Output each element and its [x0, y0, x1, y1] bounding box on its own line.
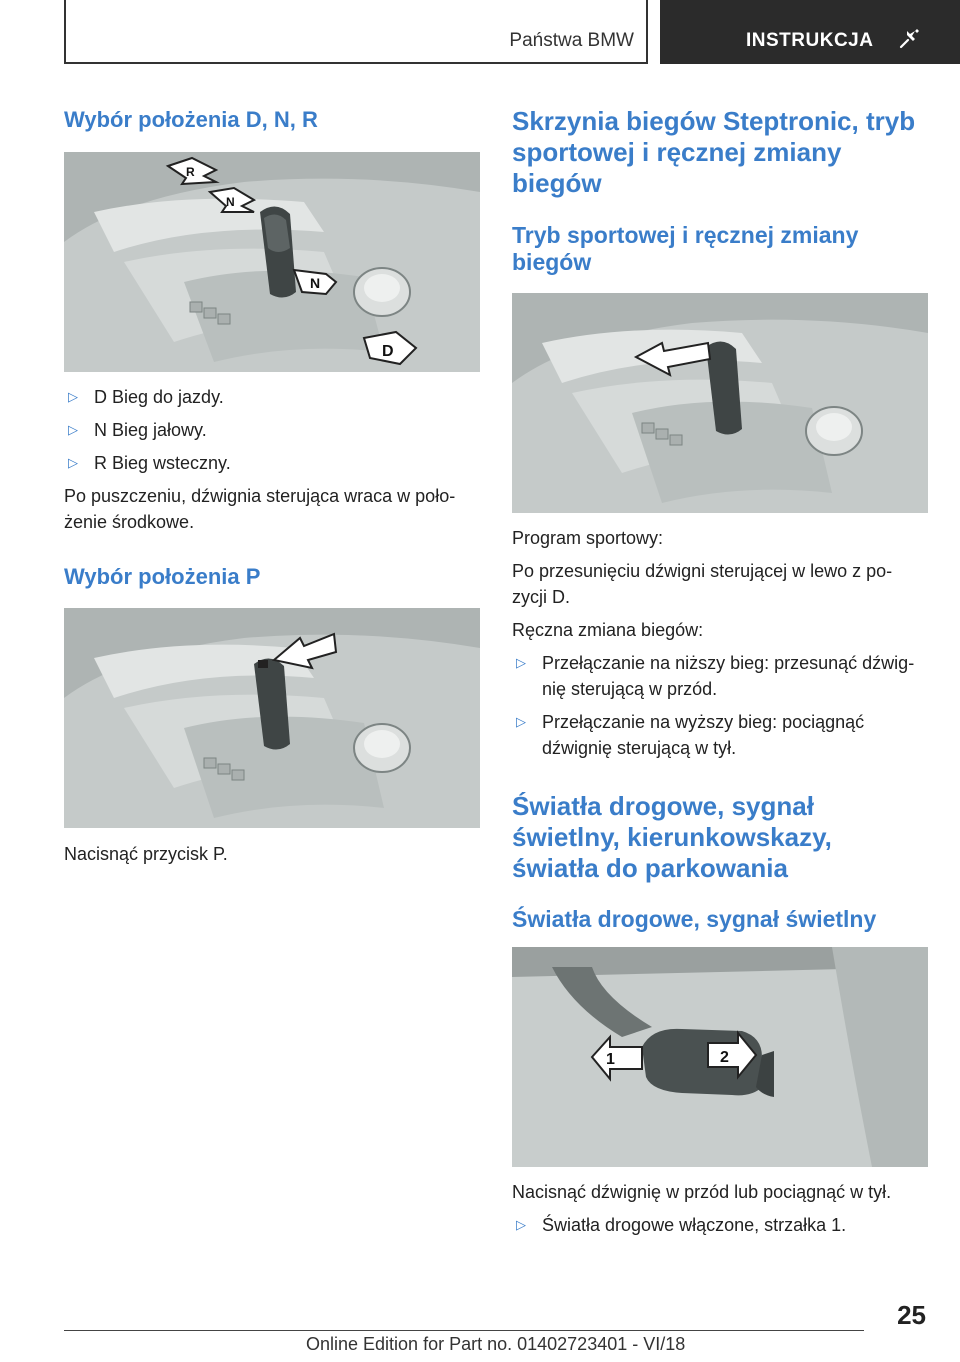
manual-shift-label: Ręczna zmiana biegów:: [512, 619, 704, 640]
sport-manual-subtitle: Tryb sportowej i ręcznej zmiany biegów: [512, 221, 859, 276]
triangle-bullet-icon: ▷: [68, 421, 78, 437]
fig1-label-d: D: [382, 342, 394, 360]
header-section-label: INSTRUKCJA: [746, 30, 874, 51]
header-section-tab[interactable]: [660, 0, 960, 64]
figure-light-lever: [512, 947, 928, 1167]
header-owner-label: Państwa BMW: [509, 30, 634, 51]
triangle-bullet-icon: ▷: [68, 454, 78, 470]
triangle-bullet-icon: ▷: [516, 713, 526, 729]
release-note: Po puszczeniu, dźwignia sterująca wraca w poło‐ żenie środkowe.: [64, 485, 456, 532]
lever-instruction: Nacisnąć dźwignię w przód lub pociągnąć w tył.: [512, 1182, 892, 1203]
section-title-dnr: Wybór położenia D, N, R: [64, 107, 318, 132]
gear-position-list: [64, 384, 480, 476]
list-item: ▷ Przełączanie na wyższy bieg: pociągnąć dźwignię sterującą w tył.: [512, 709, 928, 761]
figure-gear-selector-dnr: [64, 152, 480, 372]
header-box: [64, 0, 648, 64]
sport-program-text: Po przesunięciu dźwigni sterującej w lewo z po‐ zycji D.: [512, 560, 893, 607]
lever-label-1: 1: [606, 1051, 615, 1069]
list-item: ▷ Przełączanie na niższy bieg: przesunąć dźwig‐ nię sterującą w przód.: [512, 650, 928, 702]
triangle-bullet-icon: ▷: [516, 1217, 526, 1233]
sport-program-label: Program sportowy:: [512, 527, 664, 548]
list-item: ▷ D Bieg do jazdy.: [64, 384, 480, 410]
list-item: ▷ Światła drogowe włączone, strzałka 1.: [512, 1212, 928, 1238]
press-p-instruction: Nacisnąć przycisk P.: [64, 844, 228, 865]
high-beam-list: [512, 1212, 928, 1238]
page-number: 25: [897, 1300, 926, 1330]
fig1-label-r: R: [186, 164, 195, 179]
section-title-p: Wybór położenia P: [64, 563, 261, 589]
figure-gear-selector-p: [64, 608, 480, 828]
steptronic-title: Skrzynia biegów Steptronic, tryb sportowej i ręcznej zmiany biegów: [512, 106, 916, 199]
list-item: ▷ R Bieg wsteczny.: [64, 450, 480, 476]
edition-footer: Online Edition for Part no. 01402723401 - VI/18: [306, 1334, 686, 1354]
figure-sport-mode: [512, 293, 928, 513]
triangle-bullet-icon: ▷: [516, 654, 526, 670]
footer-divider: [64, 1330, 864, 1331]
list-item: ▷ N Bieg jałowy.: [64, 417, 480, 443]
manual-shift-list: [512, 650, 928, 761]
high-beam-subtitle: Światła drogowe, sygnał świetlny: [512, 905, 877, 932]
right-column: [512, 96, 928, 1238]
lights-title: Światła drogowe, sygnał świetlny, kierunkowskazy, światła do parkowania: [512, 790, 832, 883]
fig1-label-n-bottom: N: [310, 274, 321, 291]
triangle-bullet-icon: ▷: [68, 388, 78, 404]
left-column: [64, 96, 480, 867]
lever-label-2: 2: [720, 1049, 729, 1067]
fig1-label-n-top: N: [226, 194, 235, 209]
pin-icon: [898, 26, 922, 50]
